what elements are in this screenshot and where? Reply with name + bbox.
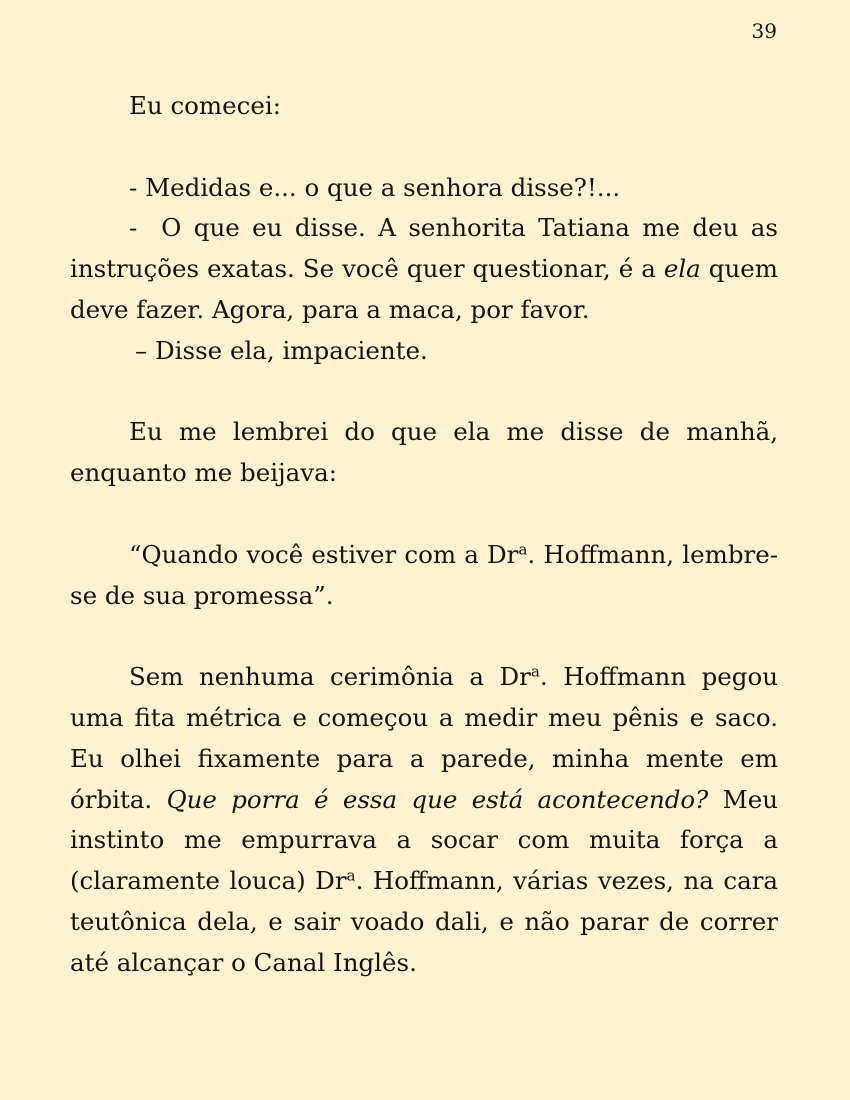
superscript-a: a — [530, 662, 540, 681]
paragraph-6-text-a: “Quando você estiver com a Dr — [129, 539, 519, 569]
paragraph-2: - Medidas e... o que a senhora disse?!... — [129, 172, 621, 202]
dialogue-dash: - — [129, 213, 138, 243]
paragraph-3 — [70, 208, 778, 330]
emphasis-ela: ela — [663, 254, 701, 284]
paragraph-7-text-c: Meu instinto me empurrava a socar com muita força a (claramente louca) Dr — [70, 784, 779, 896]
paragraph-5: Eu me lembrei do que ela me disse de manhã, enquanto me beijava: — [70, 417, 778, 488]
superscript-a: a — [518, 540, 528, 559]
paragraph-6 — [70, 535, 778, 617]
blank-line — [70, 127, 778, 168]
emphasis-question: Que porra é essa que está acontecendo? — [166, 784, 709, 814]
blank-line — [70, 372, 778, 413]
body-text — [70, 86, 778, 984]
page-number: 39 — [751, 19, 777, 43]
paragraph-6-text-b: . Hoffmann, lembre-se de sua promessa”. — [70, 539, 778, 610]
paragraph-1: Eu comecei: — [129, 91, 281, 120]
paragraph-7-text-b: . Hoffmann pegou uma fita métrica e começou a medir meu pênis e saco. Eu olhei fixamente para a parede, minha mente em órbita. — [70, 662, 778, 814]
paragraph-3-text: O que eu disse. A senhorita Tatiana me deu as instruções exatas. Se você quer questionar, é a — [70, 213, 778, 284]
paragraph-7-text-d: . Hoffmann, várias vezes, na cara teutônica dela, e sair voado dali, e não parar de correr até alcançar o Canal Inglês. — [70, 866, 779, 977]
blank-line — [70, 616, 778, 657]
paragraph-4: – Disse ela, impaciente. — [135, 335, 428, 365]
blank-line — [70, 494, 778, 535]
paragraph-7 — [70, 657, 778, 983]
paragraph-3-text-2: quem deve fazer. Agora, para a maca, por favor. — [70, 254, 778, 324]
paragraph-7-text-a: Sem nenhuma cerimônia a Dr — [129, 662, 531, 692]
superscript-a: a — [346, 866, 356, 885]
